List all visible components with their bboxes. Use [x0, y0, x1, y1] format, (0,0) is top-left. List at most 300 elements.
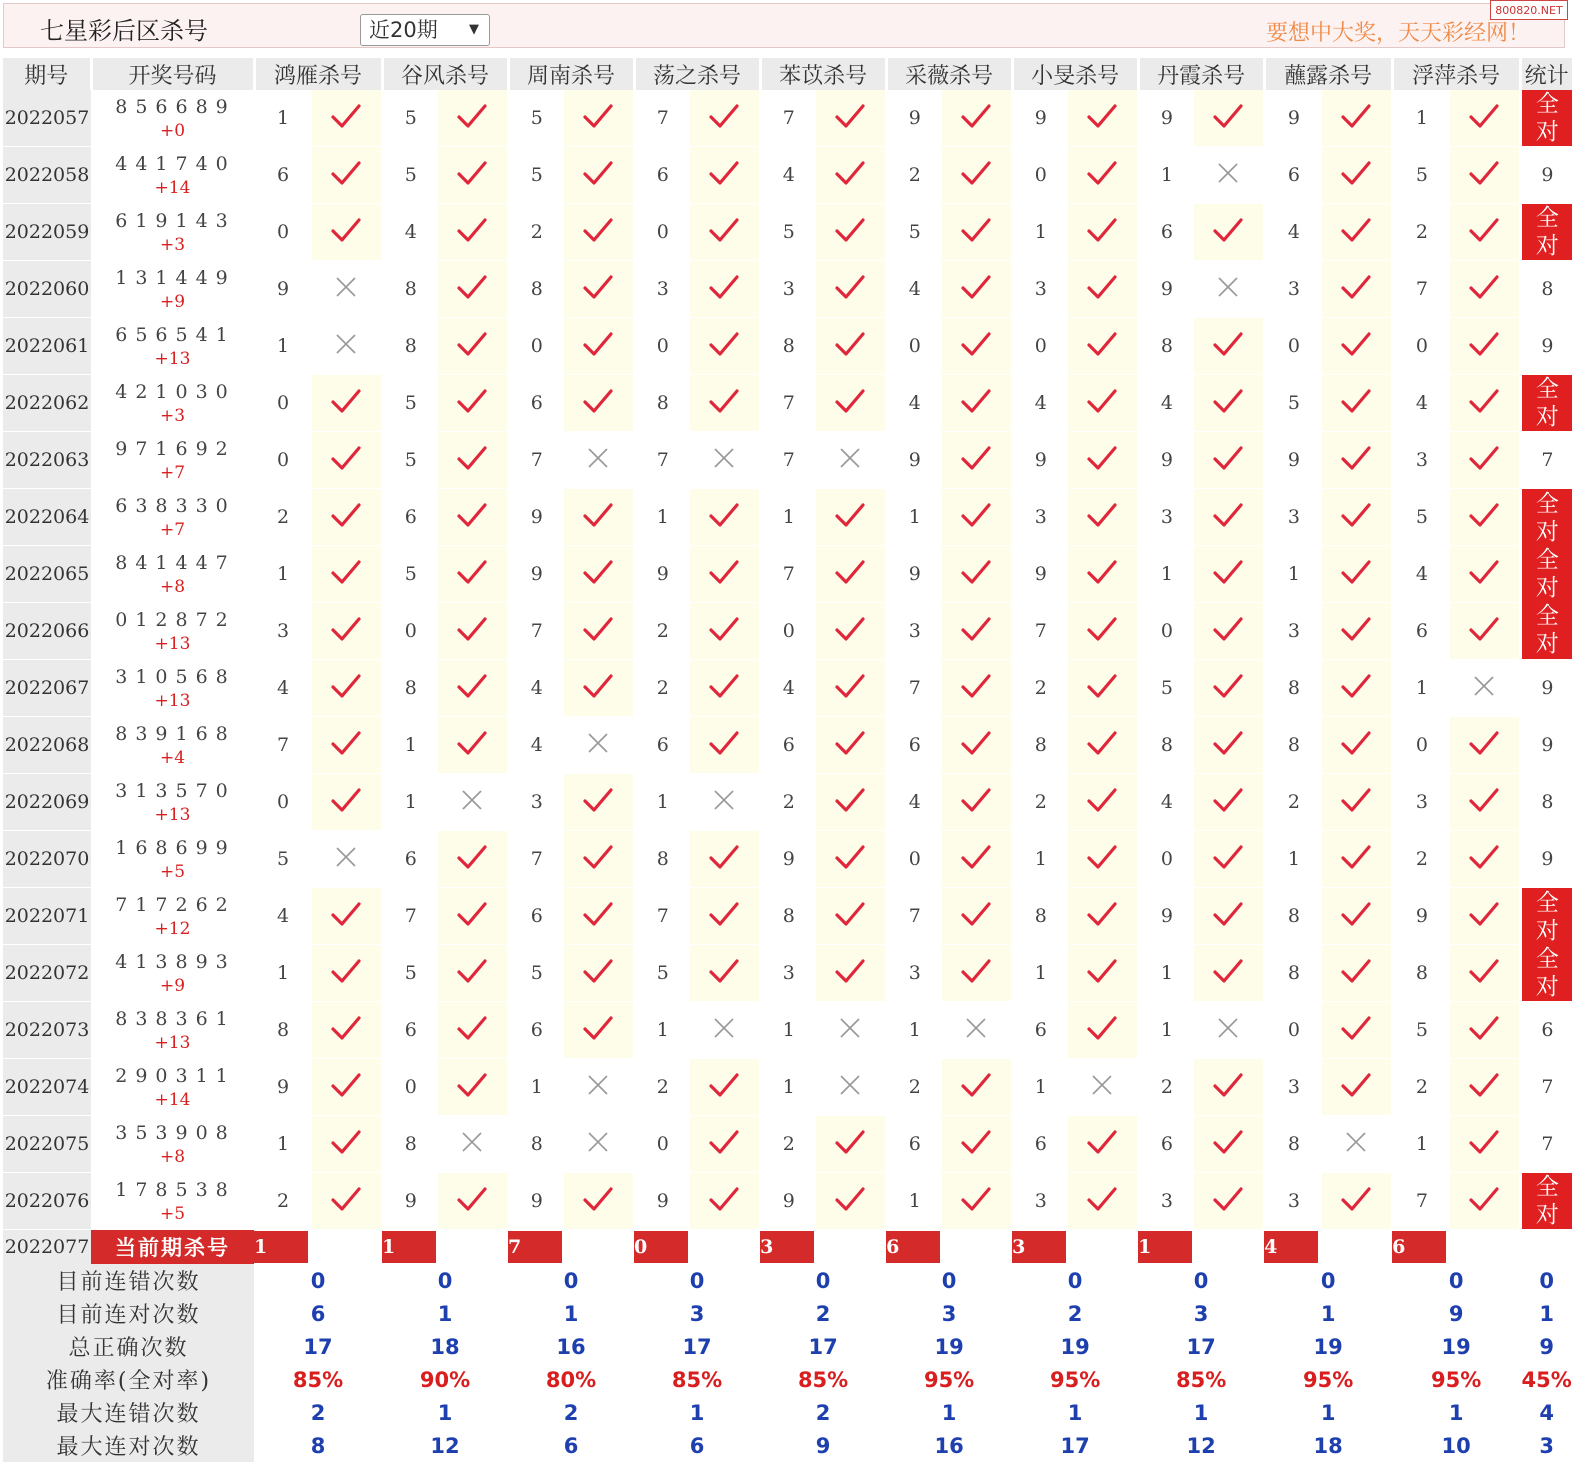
kill-number: 5 [254, 831, 312, 888]
check-icon [312, 147, 382, 204]
draw-digits: 178538 [115, 1179, 236, 1201]
current-kill-cell [760, 1230, 886, 1265]
check-icon [690, 375, 760, 432]
draw-sum: +4 [159, 748, 186, 768]
table-row [3, 945, 1572, 1002]
kill-number: 9 [634, 546, 690, 603]
kill-number: 4 [1392, 375, 1450, 432]
kill-number: 9 [1264, 432, 1322, 489]
draw-digits: 290311 [115, 1065, 236, 1087]
kill-number: 4 [760, 660, 816, 717]
summary-row [3, 1429, 1572, 1462]
kill-number: 7 [634, 888, 690, 945]
draw-digits: 839168 [115, 723, 236, 745]
check-icon [942, 546, 1012, 603]
kill-number: 3 [1264, 1173, 1322, 1230]
kill-number: 2 [1012, 774, 1068, 831]
kill-number: 3 [1138, 489, 1194, 546]
summary-value: 19 [1441, 1334, 1471, 1359]
draw-cell [91, 318, 254, 375]
kill-number: 9 [1138, 90, 1194, 147]
summary-value: 16 [934, 1433, 964, 1458]
kill-number: 9 [1392, 888, 1450, 945]
check-icon [690, 1173, 760, 1230]
kill-number: 5 [508, 90, 564, 147]
check-icon [816, 375, 886, 432]
check-icon [1194, 204, 1264, 261]
check-icon [690, 717, 760, 774]
cross-icon [816, 432, 886, 489]
col-header-stat: 统计 [1520, 58, 1572, 90]
check-icon [816, 945, 886, 1002]
kill-number: 1 [634, 489, 690, 546]
kill-number: 7 [760, 375, 816, 432]
kill-number: 6 [382, 831, 438, 888]
check-icon [690, 831, 760, 888]
kill-number: 7 [760, 90, 816, 147]
table-row [3, 831, 1572, 888]
table-row [3, 546, 1572, 603]
check-icon [438, 375, 508, 432]
kill-number: 0 [1012, 318, 1068, 375]
draw-sum: +0 [159, 121, 186, 141]
cross-icon [816, 1002, 886, 1059]
check-icon [1194, 774, 1264, 831]
check-icon [1068, 603, 1138, 660]
check-icon [1068, 261, 1138, 318]
cross-icon [564, 1059, 634, 1116]
kill-number: 8 [1264, 1116, 1322, 1173]
draw-sum: +5 [159, 1204, 186, 1224]
col-header-draw: 开奖号码 [91, 58, 254, 90]
check-icon [312, 717, 382, 774]
kill-number: 6 [1138, 204, 1194, 261]
check-icon [564, 546, 634, 603]
kill-number: 4 [254, 660, 312, 717]
kill-number: 8 [1138, 717, 1194, 774]
draw-cell [91, 147, 254, 204]
summary-value: 3 [941, 1301, 957, 1326]
draw-digits: 619143 [115, 210, 236, 232]
check-icon [564, 147, 634, 204]
check-icon [690, 489, 760, 546]
draw-digits: 421030 [115, 381, 236, 403]
check-icon [312, 546, 382, 603]
stat-label: 全对 [1535, 945, 1559, 1000]
draw-digits: 638330 [115, 495, 236, 517]
kill-number: 0 [254, 375, 312, 432]
check-icon [564, 888, 634, 945]
kill-number: 5 [508, 147, 564, 204]
summary-value: 1 [1320, 1400, 1336, 1425]
kill-number: 7 [760, 432, 816, 489]
cross-icon [564, 717, 634, 774]
kill-number: 2 [634, 1059, 690, 1116]
kill-number: 4 [886, 375, 942, 432]
table-row [3, 774, 1572, 831]
draw-cell [91, 1002, 254, 1059]
summary-value: 0 [310, 1268, 326, 1293]
current-kill-badge: 1 [1138, 1231, 1192, 1263]
check-icon [816, 1173, 886, 1230]
cross-icon [312, 318, 382, 375]
kill-number: 5 [1392, 1002, 1450, 1059]
check-icon [1068, 432, 1138, 489]
draw-sum: +7 [159, 463, 186, 483]
check-icon [312, 603, 382, 660]
check-icon [438, 318, 508, 375]
check-icon [1068, 90, 1138, 147]
check-icon [312, 888, 382, 945]
draw-sum: +8 [159, 1147, 186, 1167]
stat-cell: 9 [1520, 660, 1572, 717]
check-icon [942, 603, 1012, 660]
kill-number: 6 [760, 717, 816, 774]
kill-number: 2 [1012, 660, 1068, 717]
summary-total: 4 [1539, 1400, 1554, 1425]
stat-label: 全对 [1535, 889, 1559, 944]
kill-number: 2 [1138, 1059, 1194, 1116]
kill-number: 1 [254, 945, 312, 1002]
summary-value: 17 [808, 1334, 838, 1359]
stat-label: 全对 [1535, 603, 1559, 657]
kill-number: 6 [254, 147, 312, 204]
kill-number: 4 [1138, 375, 1194, 432]
check-icon [564, 375, 634, 432]
period-cell: 2022064 [3, 489, 91, 546]
kill-number: 7 [634, 90, 690, 147]
summary-value: 1 [437, 1400, 453, 1425]
summary-row [3, 1330, 1572, 1363]
kill-number: 9 [254, 1059, 312, 1116]
kill-number: 8 [1264, 717, 1322, 774]
check-icon [816, 660, 886, 717]
kill-number: 7 [1392, 261, 1450, 318]
check-icon [438, 1059, 508, 1116]
kill-number: 2 [1392, 204, 1450, 261]
cross-icon [312, 261, 382, 318]
kill-number: 1 [1012, 831, 1068, 888]
cross-icon [1194, 261, 1264, 318]
check-icon [438, 1002, 508, 1059]
check-icon [1450, 1116, 1520, 1173]
kill-number: 3 [760, 945, 816, 1002]
table-row [3, 318, 1572, 375]
check-icon [690, 888, 760, 945]
summary-value: 6 [563, 1433, 579, 1458]
summary-value: 12 [430, 1433, 460, 1458]
kill-number: 1 [1012, 204, 1068, 261]
kill-number: 0 [1392, 318, 1450, 375]
summary-value: 0 [437, 1268, 453, 1293]
kill-number: 1 [382, 717, 438, 774]
draw-sum: +14 [154, 1090, 191, 1110]
kill-number: 1 [1392, 90, 1450, 147]
current-kill-cell [254, 1230, 382, 1265]
kill-number: 8 [382, 660, 438, 717]
check-icon [816, 318, 886, 375]
kill-number: 5 [382, 90, 438, 147]
draw-digits: 168699 [115, 837, 236, 859]
period-cell: 2022059 [3, 204, 91, 261]
check-icon [942, 489, 1012, 546]
draw-cell [91, 204, 254, 261]
kill-number: 9 [1138, 888, 1194, 945]
kill-number: 1 [254, 318, 312, 375]
check-icon [1450, 1002, 1520, 1059]
kill-number: 8 [634, 375, 690, 432]
check-icon [690, 90, 760, 147]
check-icon [1068, 204, 1138, 261]
check-icon [1450, 489, 1520, 546]
kill-number: 0 [1012, 147, 1068, 204]
check-icon [1068, 1173, 1138, 1230]
check-icon [438, 945, 508, 1002]
check-icon [438, 489, 508, 546]
check-icon [1450, 546, 1520, 603]
summary-value: 6 [310, 1301, 326, 1326]
check-icon [312, 774, 382, 831]
check-icon [564, 261, 634, 318]
check-icon [1322, 546, 1392, 603]
col-header-expert: 蘸露杀号 [1264, 58, 1392, 90]
draw-sum: +13 [154, 805, 191, 825]
draw-sum: +3 [159, 406, 186, 426]
summary-value: 0 [1448, 1268, 1464, 1293]
period-cell: 2022068 [3, 717, 91, 774]
check-icon [438, 432, 508, 489]
current-kill-badge: 6 [886, 1231, 940, 1263]
summary-value: 95% [923, 1367, 975, 1392]
kill-number: 5 [760, 204, 816, 261]
period-cell: 2022067 [3, 660, 91, 717]
summary-label: 最大连对次数 [3, 1429, 254, 1462]
check-icon [690, 1116, 760, 1173]
check-icon [816, 774, 886, 831]
summary-value: 2 [310, 1400, 326, 1425]
draw-digits: 856689 [115, 96, 236, 118]
table-row [3, 1002, 1572, 1059]
kill-number: 3 [1012, 489, 1068, 546]
summary-value: 17 [682, 1334, 712, 1359]
current-kill-cell [1264, 1230, 1392, 1265]
draw-cell [91, 888, 254, 945]
check-icon [1068, 147, 1138, 204]
cross-icon [564, 1116, 634, 1173]
table-row [3, 603, 1572, 660]
period-cell: 2022074 [3, 1059, 91, 1116]
kill-number: 6 [508, 888, 564, 945]
kill-number: 1 [1264, 546, 1322, 603]
check-icon [1450, 945, 1520, 1002]
kill-number: 9 [1138, 261, 1194, 318]
kill-number: 8 [508, 261, 564, 318]
kill-number: 5 [382, 945, 438, 1002]
check-icon [1194, 717, 1264, 774]
summary-value: 10 [1441, 1433, 1471, 1458]
check-icon [1194, 489, 1264, 546]
draw-sum: +13 [154, 349, 191, 369]
current-kill-badge: 1 [254, 1231, 308, 1263]
summary-label: 目前连错次数 [3, 1264, 254, 1297]
kill-number: 0 [1138, 831, 1194, 888]
draw-cell [91, 717, 254, 774]
current-kill-cell [1138, 1230, 1264, 1265]
kill-number: 7 [1012, 603, 1068, 660]
kill-number: 9 [760, 831, 816, 888]
check-icon [564, 603, 634, 660]
stat-cell: 8 [1520, 774, 1572, 831]
kill-number: 4 [508, 717, 564, 774]
kill-number: 9 [886, 546, 942, 603]
kill-number: 5 [1264, 375, 1322, 432]
page-title: 七星彩后区杀号 [40, 17, 208, 45]
kill-number: 1 [1138, 945, 1194, 1002]
summary-value: 18 [430, 1334, 460, 1359]
current-kill-cell [634, 1230, 760, 1265]
summary-value: 80% [545, 1367, 597, 1392]
current-kill-badge: 3 [1012, 1231, 1066, 1263]
cross-icon [1194, 147, 1264, 204]
summary-row [3, 1396, 1572, 1429]
check-icon [438, 1173, 508, 1230]
check-icon [1068, 774, 1138, 831]
summary-value: 90% [419, 1367, 471, 1392]
summary-value: 0 [1067, 1268, 1083, 1293]
draw-digits: 841447 [115, 552, 236, 574]
kill-number: 1 [1392, 660, 1450, 717]
draw-sum: +9 [159, 976, 186, 996]
draw-cell [91, 945, 254, 1002]
kill-number: 6 [382, 1002, 438, 1059]
check-icon [942, 1059, 1012, 1116]
kill-number: 0 [382, 603, 438, 660]
check-icon [690, 147, 760, 204]
summary-value: 17 [1060, 1433, 1090, 1458]
kill-number: 5 [382, 546, 438, 603]
table-row [3, 1116, 1572, 1173]
check-icon [690, 318, 760, 375]
period-select-value: 近20期 [369, 18, 438, 42]
check-icon [564, 489, 634, 546]
kill-number: 9 [508, 1173, 564, 1230]
summary-label: 目前连对次数 [3, 1297, 254, 1330]
kill-number: 2 [254, 1173, 312, 1230]
cross-icon [690, 432, 760, 489]
kill-number: 1 [886, 489, 942, 546]
summary-value: 1 [1193, 1400, 1209, 1425]
kill-number: 2 [508, 204, 564, 261]
draw-cell [91, 1116, 254, 1173]
kill-number: 6 [382, 489, 438, 546]
current-kill-label: 当前期杀号 [91, 1230, 254, 1265]
kill-number: 3 [760, 261, 816, 318]
current-period-row [3, 1230, 1572, 1265]
stat-cell [1520, 204, 1572, 261]
stat-cell: 9 [1520, 318, 1572, 375]
kill-number: 6 [1012, 1116, 1068, 1173]
kill-number: 0 [254, 432, 312, 489]
kill-number: 1 [1138, 1002, 1194, 1059]
draw-cell [91, 432, 254, 489]
check-icon [1450, 774, 1520, 831]
kill-number: 4 [1012, 375, 1068, 432]
summary-value: 3 [1193, 1301, 1209, 1326]
check-icon [1322, 945, 1392, 1002]
kill-number: 0 [634, 204, 690, 261]
stat-label: 全对 [1535, 91, 1559, 145]
kill-number-table [3, 58, 1572, 1462]
period-select[interactable] [360, 14, 490, 46]
col-header-expert: 周南杀号 [508, 58, 634, 90]
table-row [3, 204, 1572, 261]
draw-cell [91, 831, 254, 888]
summary-value: 85% [292, 1367, 344, 1392]
kill-number: 5 [886, 204, 942, 261]
check-icon [1068, 945, 1138, 1002]
check-icon [564, 774, 634, 831]
check-icon [564, 1173, 634, 1230]
check-icon [816, 261, 886, 318]
kill-number: 0 [886, 318, 942, 375]
check-icon [1322, 147, 1392, 204]
kill-number: 1 [1012, 1059, 1068, 1116]
col-header-period: 期号 [3, 58, 91, 90]
summary-value: 0 [563, 1268, 579, 1293]
check-icon [690, 204, 760, 261]
check-icon [816, 603, 886, 660]
summary-value: 95% [1431, 1367, 1482, 1392]
kill-number: 2 [634, 660, 690, 717]
kill-number: 5 [1392, 489, 1450, 546]
check-icon [1322, 888, 1392, 945]
summary-value: 85% [1175, 1367, 1227, 1392]
cross-icon [816, 1059, 886, 1116]
table-row [3, 147, 1572, 204]
kill-number: 1 [254, 546, 312, 603]
summary-row [3, 1264, 1572, 1297]
check-icon [942, 432, 1012, 489]
kill-number: 7 [886, 660, 942, 717]
check-icon [1322, 432, 1392, 489]
draw-sum: +13 [154, 634, 191, 654]
summary-value: 95% [1049, 1367, 1101, 1392]
summary-row [3, 1363, 1572, 1396]
draw-digits: 717262 [115, 894, 236, 916]
summary-value: 1 [563, 1301, 579, 1326]
kill-number: 9 [508, 546, 564, 603]
kill-number: 1 [760, 489, 816, 546]
check-icon [438, 546, 508, 603]
check-icon [564, 204, 634, 261]
kill-number: 0 [382, 1059, 438, 1116]
summary-value: 2 [815, 1400, 831, 1425]
kill-number: 3 [886, 603, 942, 660]
period-cell: 2022062 [3, 375, 91, 432]
period-cell: 2022069 [3, 774, 91, 831]
check-icon [1322, 375, 1392, 432]
check-icon [438, 660, 508, 717]
summary-value: 95% [1303, 1367, 1354, 1392]
kill-number: 4 [1264, 204, 1322, 261]
check-icon [942, 90, 1012, 147]
table-row [3, 660, 1572, 717]
check-icon [1068, 717, 1138, 774]
kill-number: 4 [886, 261, 942, 318]
check-icon [312, 945, 382, 1002]
kill-number: 7 [634, 432, 690, 489]
check-icon [1194, 546, 1264, 603]
